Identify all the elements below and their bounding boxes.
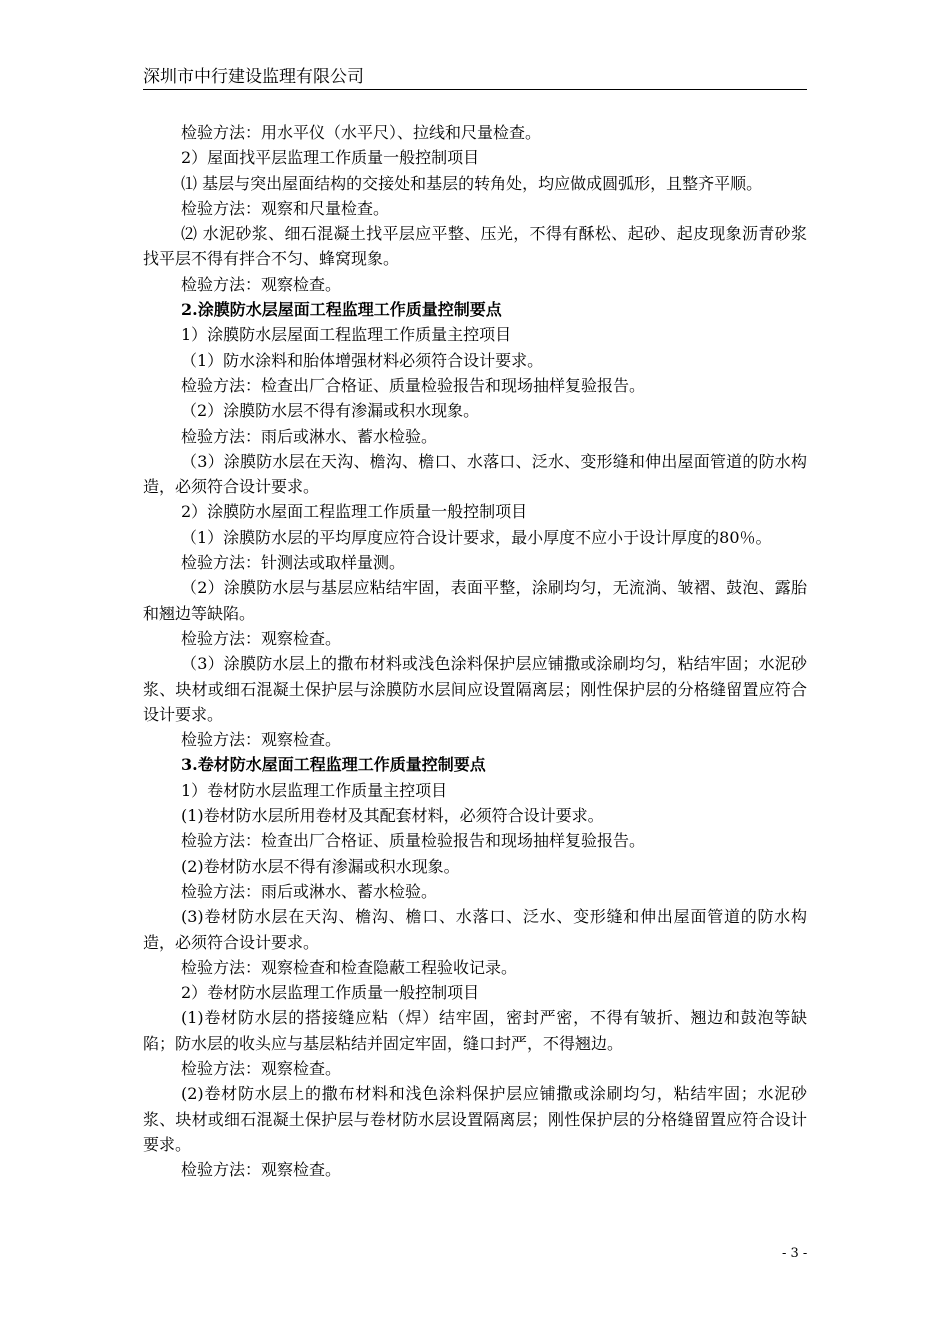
paragraph: （3）涂膜防水层上的撒布材料或浅色涂料保护层应铺撒或涂刷均匀，粘结牢固；水泥砂浆、块材或细石混凝土保护层与涂膜防水层间应设置隔离层；刚性保护层的分格缝留置应符合设计要求。 bbox=[143, 654, 807, 724]
paragraph: (1)卷材防水层的搭接缝应粘（焊）结牢固，密封严密，不得有皱折、翘边和鼓泡等缺陷；防水层的收头应与基层粘结并固定牢固，缝口封严，不得翘边。 bbox=[143, 1008, 807, 1053]
paragraph: (2)卷材防水层上的撒布材料和浅色涂料保护层应铺撒或涂刷均匀，粘结牢固；水泥砂浆、块材或细石混凝土保护层与卷材防水层设置隔离层；刚性保护层的分格缝留置应符合设计要求。 bbox=[143, 1084, 807, 1154]
paragraph: (2)卷材防水层不得有渗漏或积水现象。 bbox=[181, 856, 460, 876]
paragraph: 2）卷材防水层监理工作质量一般控制项目 bbox=[181, 983, 480, 1003]
paragraph: 检验方法：观察检查。 bbox=[181, 628, 342, 648]
paragraph: 2）屋面找平层监理工作质量一般控制项目 bbox=[181, 148, 480, 168]
paragraph: （1）涂膜防水层的平均厚度应符合设计要求，最小厚度不应小于设计厚度的80％。 bbox=[181, 527, 772, 547]
paragraph: ⑴ 基层与突出屋面结构的交接处和基层的转角处，均应做成圆弧形，且整齐平顺。 bbox=[181, 173, 763, 193]
paragraph: （2）涂膜防水层不得有渗漏或积水现象。 bbox=[181, 401, 480, 421]
paragraph: 检验方法：观察检查。 bbox=[181, 1160, 342, 1180]
paragraph: 检验方法：观察检查。 bbox=[181, 274, 342, 294]
paragraph: (1)卷材防水层所用卷材及其配套材料，必须符合设计要求。 bbox=[181, 806, 604, 826]
paragraph: 1）涂膜防水层屋面工程监理工作质量主控项目 bbox=[181, 325, 512, 345]
paragraph: 检验方法：用水平仪（水平尺）、拉线和尺量检查。 bbox=[181, 123, 542, 142]
page-number: - 3 - bbox=[782, 1246, 808, 1261]
paragraph: 检验方法：观察和尺量检查。 bbox=[181, 198, 390, 218]
paragraph: 2）涂膜防水屋面工程监理工作质量一般控制项目 bbox=[181, 502, 528, 522]
paragraph: 检验方法：观察检查。 bbox=[181, 730, 342, 750]
paragraph: 检验方法：观察检查和检查隐蔽工程验收记录。 bbox=[181, 957, 518, 977]
paragraph: (3)卷材防水层在天沟、檐沟、檐口、水落口、泛水、变形缝和伸出屋面管道的防水构造，必须符合设计要求。 bbox=[143, 907, 807, 952]
section-heading: 2.涂膜防水层屋面工程监理工作质量控制要点 bbox=[181, 300, 502, 320]
paragraph: 1）卷材防水层监理工作质量主控项目 bbox=[181, 780, 448, 800]
paragraph: （3）涂膜防水层在天沟、檐沟、檐口、水落口、泛水、变形缝和伸出屋面管道的防水构造，必须符合设计要求。 bbox=[143, 451, 807, 497]
paragraph: 检验方法：检查出厂合格证、质量检验报告和现场抽样复验报告。 bbox=[181, 831, 646, 851]
document-body bbox=[143, 120, 807, 1182]
paragraph: 检验方法：检查出厂合格证、质量检验报告和现场抽样复验报告。 bbox=[181, 375, 646, 395]
paragraph: ⑵ 水泥砂浆、细石混凝土找平层应平整、压光，不得有酥松、起砂、起皮现象沥青砂浆找平层不得有拌合不匀、蜂窝现象。 bbox=[143, 224, 807, 269]
paragraph: 检验方法：观察检查。 bbox=[181, 1058, 342, 1078]
paragraph: （2）涂膜防水层与基层应粘结牢固，表面平整，涂刷均匀，无流淌、皱褶、鼓泡、露胎和翘边等缺陷。 bbox=[143, 578, 807, 623]
paragraph: 检验方法：雨后或淋水、蓄水检验。 bbox=[181, 426, 438, 446]
paragraph: 检验方法：针测法或取样量测。 bbox=[181, 553, 406, 573]
company-name: 深圳市中行建设监理有限公司 bbox=[143, 67, 364, 87]
paragraph: （1）防水涂料和胎体增强材料必须符合设计要求。 bbox=[181, 350, 544, 370]
paragraph: 检验方法：雨后或淋水、蓄水检验。 bbox=[181, 881, 438, 901]
section-heading: 3.卷材防水屋面工程监理工作质量控制要点 bbox=[181, 755, 486, 775]
page-header bbox=[143, 66, 807, 90]
